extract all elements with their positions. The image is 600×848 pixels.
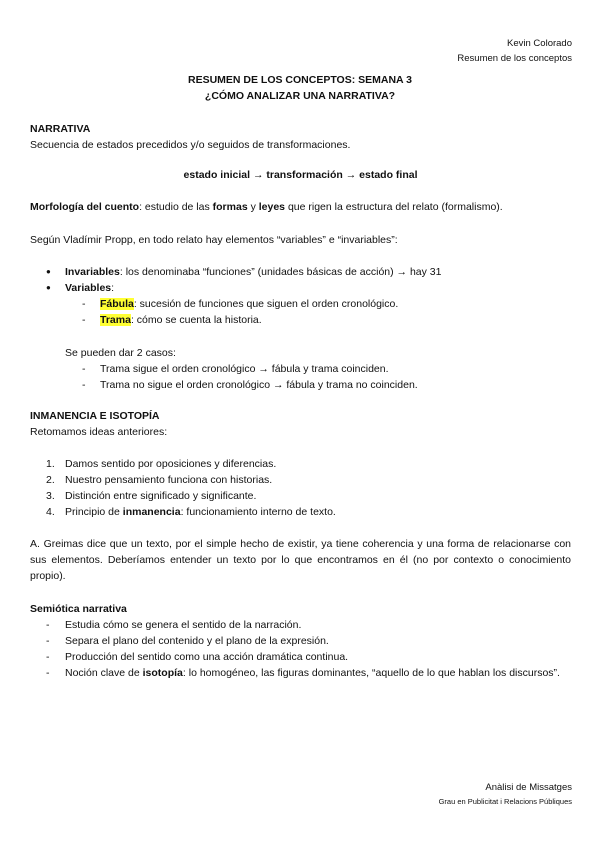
list-item-text: Damos sentido por oposiciones y diferencias. (65, 458, 277, 470)
list-number: 1. (46, 458, 55, 470)
trama-text: : cómo se cuenta la historia. (130, 314, 262, 326)
greimas-paragraph: A. Greimas dice que un texto, por el simple hecho de existir, ya tiene coherencia y una forma de relacionarse con sus elementos. Deberíamos entender un texto por lo que encontramos en él (no por contexto o conocimiento propio). (30, 538, 571, 582)
title-line-2: ¿CÓMO ANALIZAR UNA NARRATIVA? (204, 90, 396, 102)
list-item (30, 504, 571, 520)
fabula-text: : sucesión de funciones que siguen el orden cronológico. (133, 298, 399, 310)
dash-marker: - (46, 651, 50, 663)
bullet-marker: ● (46, 283, 51, 292)
trama-term: Trama (100, 314, 131, 326)
morfologia-and: y (247, 201, 259, 213)
list-item (30, 472, 571, 488)
list-number: 3. (46, 490, 55, 502)
list-number: 2. (46, 474, 55, 486)
dash-marker: - (82, 363, 86, 375)
list-item (30, 649, 571, 665)
bullet-marker: ● (46, 267, 51, 276)
list-item-text: Estudia cómo se genera el sentido de la narración. (65, 619, 302, 631)
casos-block (30, 345, 571, 393)
dash-marker: - (82, 379, 86, 391)
variables-colon: : (111, 282, 115, 294)
list-item (30, 296, 571, 312)
propp-list (30, 264, 571, 328)
list-item-text: : funcionamiento interno de texto. (180, 506, 336, 518)
section-heading: Semiótica narrativa (30, 603, 127, 615)
page-header (457, 36, 572, 66)
morfologia-text: : estudio de las (139, 201, 213, 213)
variables-term: Variables (65, 282, 112, 294)
inmanencia-list (30, 456, 571, 520)
list-item-text: Producción del sentido como una acción dramática continua. (65, 651, 349, 663)
morfologia-paragraph (30, 199, 571, 215)
dash-marker: - (46, 619, 50, 631)
narrativa-formula: estado inicial → transformación → estado final (183, 169, 418, 181)
dash-marker: - (82, 298, 86, 310)
list-item-text: Principio de (65, 506, 123, 518)
propp-paragraph: Según Vladímir Propp, en todo relato hay elementos “variables” e “invariables”: (30, 234, 398, 246)
caso-text: Trama no sigue el orden cronológico → fábula y trama no coinciden. (100, 379, 418, 391)
list-item (30, 361, 571, 377)
casos-intro: Se pueden dar 2 casos: (65, 347, 176, 359)
section-heading: NARRATIVA (30, 123, 91, 135)
section-inmanencia (30, 408, 571, 440)
list-item-text: Noción clave de (65, 667, 143, 679)
fabula-term: Fábula (100, 298, 134, 310)
document-title (0, 72, 600, 104)
dash-marker: - (46, 667, 50, 679)
dash-marker: - (46, 635, 50, 647)
page-footer (439, 780, 572, 808)
list-item-text: Separa el plano del contenido y el plano de la expresión. (65, 635, 329, 647)
list-item-text: Nuestro pensamiento funciona con historias. (65, 474, 273, 486)
list-item (30, 312, 571, 328)
isotopia-term: isotopía (142, 667, 183, 679)
inmanencia-term: inmanencia (122, 506, 181, 518)
morfologia-term: Morfología del cuento (30, 201, 140, 213)
list-item (30, 264, 571, 280)
caso-text: Trama sigue el orden cronológico → fábula y trama coinciden. (100, 363, 389, 375)
list-item-text: : lo homogéneo, las figuras dominantes, “aquello de lo que hablan los discursos”. (182, 667, 560, 679)
morfologia-leyes: leyes (258, 201, 286, 213)
list-item-text: Distinción entre significado y significante. (65, 490, 257, 502)
section-semiotica (30, 601, 571, 681)
header-subtitle: Resumen de los conceptos (457, 53, 572, 64)
section-heading: INMANENCIA E ISOTOPÍA (30, 410, 160, 422)
list-item (30, 488, 571, 504)
header-author: Kevin Colorado (507, 38, 572, 49)
title-line-1: RESUMEN DE LOS CONCEPTOS: SEMANA 3 (187, 74, 413, 86)
list-item (30, 633, 571, 649)
footer-degree: Grau en Publicitat i Relacions Públiques (438, 797, 572, 806)
list-number: 4. (46, 506, 55, 518)
list-item (30, 377, 571, 393)
morfologia-formas: formas (212, 201, 248, 213)
invariables-term: Invariables (65, 266, 120, 278)
invariables-text: : los denominaba “funciones” (unidades básicas de acción) → hay 31 (119, 266, 442, 278)
morfologia-text: que rigen la estructura del relato (formalismo). (285, 201, 503, 213)
footer-course: Anàlisi de Missatges (485, 782, 572, 793)
list-item (30, 456, 571, 472)
inmanencia-intro: Retomamos ideas anteriores: (30, 426, 168, 438)
list-item (30, 617, 571, 633)
section-narrativa (30, 121, 571, 153)
list-item (30, 280, 571, 296)
list-item (30, 665, 571, 681)
narrativa-definition: Secuencia de estados precedidos y/o seguidos de transformaciones. (30, 139, 351, 151)
dash-marker: - (82, 314, 86, 326)
